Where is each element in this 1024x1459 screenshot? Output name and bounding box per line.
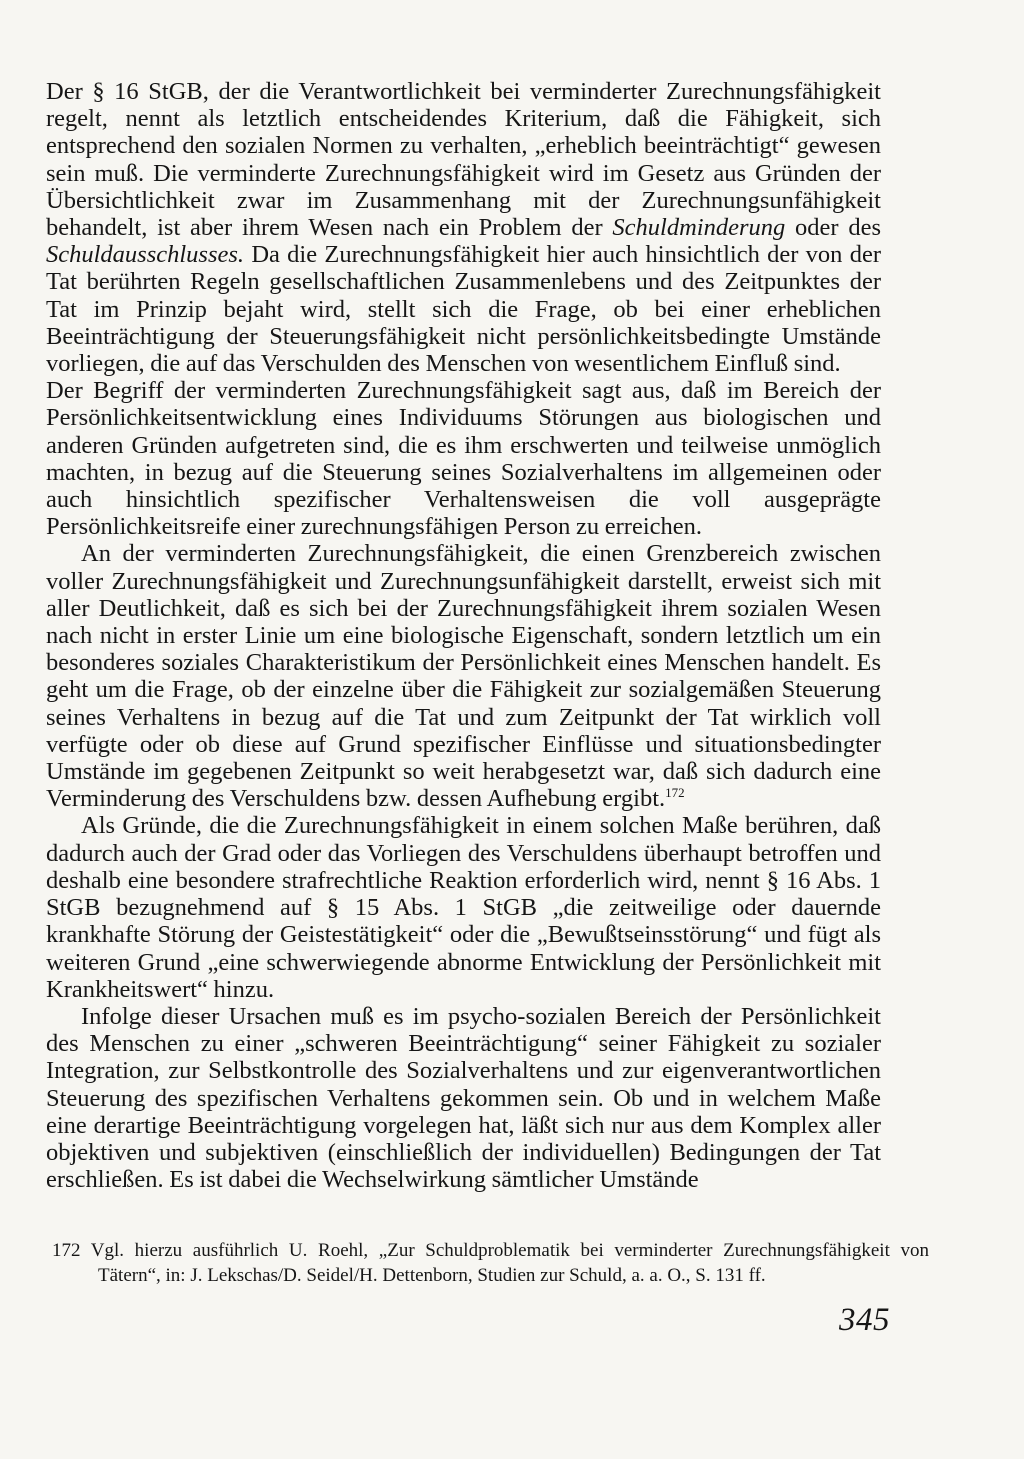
footnote-reference: 172 [665,785,685,801]
paragraph-3 [46,540,881,812]
paragraph-2: Der Begriff der verminderten Zurechnungsfähigkeit sagt aus, daß im Bereich der Persönlichkeitsentwicklung eines Individuums Störungen aus biologischen und anderen Gründen aufgetreten sind, die es ihm erschwerten und teilweise unmöglich machten, in bezug auf die Steuerung seines Sozialverhaltens im allgemeinen oder auch hinsichtlich spezifischer Verhaltensweisen die voll ausgeprägte Persönlichkeitsreife einer zurechnungsfähigen Person zu erreichen. [46,377,881,541]
paragraph-1-text-a: Der § 16 StGB, der die Verantwortlichkeit bei verminderter Zurechnungsfähigkeit regelt, nennt als letztlich entscheidendes Kriterium, daß die Fähigkeit, sich entsprechend den sozialen Normen zu verhalten, „erheblich beeinträchtigt“ gewesen sein muß. Die verminderte Zurechnungsfähigkeit wird im Gesetz aus Gründen der Übersichtlichkeit zwar im Zusammenhang mit der Zurechnungsunfähigkeit behandelt, ist aber ihrem Wesen nach ein Problem der [46,78,881,242]
emphasis-schuldausschlusses: Schuldausschlusses. [46,241,245,269]
paragraph-1-text-c: Da die Zurechnungsfähigkeit hier auch hinsichtlich der von der Tat berührten Regeln gesellschaftlichen Zusammenlebens und des Zeitpunktes der Tat im Prinzip bejaht wird, stellt sich die Frage, ob bei einer erheblichen Beeinträchtigung der Steuerungsfähigkeit nicht persönlichkeitsbedingte Umstände vorliegen, die auf das Verschulden des Menschen von wesentlichem Einfluß sind. [46,241,881,378]
footnote: 172 Vgl. hierzu ausführlich U. Roehl, „Zur Schuldproblematik bei verminderter Zurechnungsfähigkeit von Tätern“, in: J. Lekschas/D. Seidel/H. Dettenborn, Studien zur Schuld, a. a. O., S. 131 ff. [52,1240,929,1286]
body-text [46,78,881,1193]
paragraph-3-text: An der verminderten Zurechnungsfähigkeit, die einen Grenzbereich zwischen voller Zurechnungsfähigkeit und Zurechnungsunfähigkeit darstellt, erweist sich mit aller Deutlichkeit, daß es sich bei der Zurechnungsfähigkeit ihrem sozialen Wesen nach nicht in erster Linie um eine biologische Eigenschaft, sondern letztlich um ein besonderes soziales Charakteristikum der Persönlichkeit eines Menschen handelt. Es geht um die Frage, ob der einzelne über die Fähigkeit zur sozialgemäßen Steuerung seines Verhaltens in bezug auf die Tat und zum Zeitpunkt der Tat wirklich voll verfügte oder ob diese auf Grund spezifischer Einflüsse und situationsbedingter Umstände im gegebenen Zeitpunkt so weit herabgesetzt war, daß sich dadurch eine Verminderung des Verschuldens bzw. dessen Aufhebung ergibt. [46,540,881,813]
emphasis-schuldminderung: Schuldminderung [612,214,786,242]
paragraph-4: Als Gründe, die die Zurechnungsfähigkeit in einem solchen Maße berühren, daß dadurch auch der Grad oder das Vorliegen des Verschuldens überhaupt betroffen und deshalb eine besondere strafrechtliche Reaktion erforderlich wird, nennt § 16 Abs. 1 StGB bezugnehmend auf § 15 Abs. 1 StGB „die zeitweilige oder dauernde krankhafte Störung der Geistestätigkeit“ oder die „Bewußtseinsstörung“ und fügt als weiteren Grund „eine schwerwiegende abnorme Entwicklung der Persönlichkeit mit Krankheitswert“ hinzu. [46,812,881,1003]
paragraph-1 [46,78,881,377]
paragraph-5: Infolge dieser Ursachen muß es im psycho-sozialen Bereich der Persönlichkeit des Menschen zu einer „schweren Beeinträchtigung“ seiner Fähigkeit zu sozialer Integration, zur Selbstkontrolle des Sozialverhaltens und zur eigenverantwortlichen Steuerung des spezifischen Verhaltens gekommen sein. Ob und in welchem Maße eine derartige Beeinträchtigung vorgelegen hat, läßt sich nur aus dem Komplex aller objektiven und subjektiven (einschließlich der individuellen) Bedingungen der Tat erschließen. Es ist dabei die Wechselwirkung sämtlicher Umstände [46,1002,881,1194]
page-number: 345 [839,1302,890,1338]
paragraph-1-text-b: oder des [785,214,881,242]
